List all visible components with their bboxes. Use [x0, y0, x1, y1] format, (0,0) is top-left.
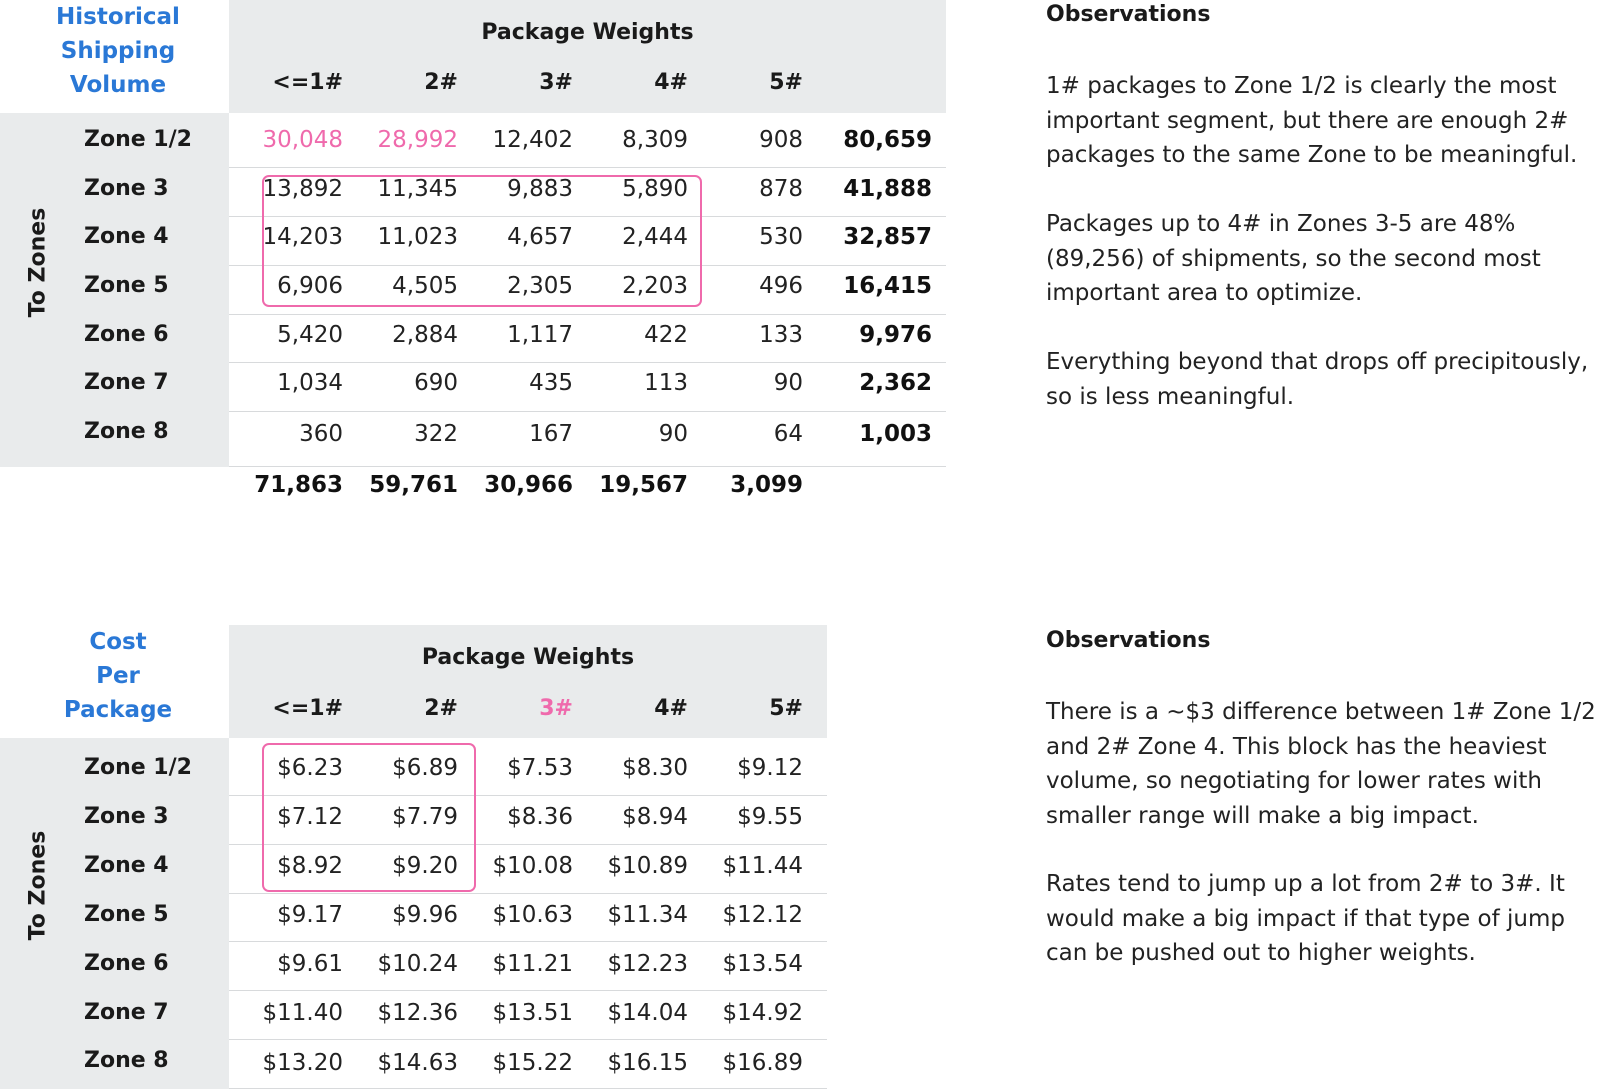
- cost-title-line-1: Cost: [89, 629, 147, 655]
- volume-cell: 113: [644, 370, 688, 396]
- volume-row-total: 80,659: [843, 127, 932, 153]
- volume-cell: 12,402: [492, 127, 573, 153]
- volume-cell: 5,420: [277, 322, 343, 348]
- volume-cell: 8,309: [622, 127, 688, 153]
- volume-cell: 360: [299, 421, 343, 447]
- volume-cell: 878: [759, 176, 803, 202]
- zone-label: Zone 5: [84, 902, 169, 927]
- volume-cell: 322: [414, 421, 458, 447]
- zone-label: Zone 7: [84, 370, 169, 395]
- cost-col-4: 4#: [654, 696, 688, 721]
- cost-cell: $11.21: [492, 951, 573, 977]
- cost-cell: $14.63: [377, 1050, 458, 1076]
- cost-cell: $16.89: [722, 1050, 803, 1076]
- volume-title-line-3: Volume: [69, 72, 167, 98]
- volume-header-band: [229, 0, 946, 113]
- cost-cell: $8.30: [622, 755, 688, 781]
- volume-col-5: 5#: [769, 70, 803, 95]
- column-total: 19,567: [599, 472, 688, 498]
- volume-cell: 90: [658, 421, 688, 447]
- cost-col-5: 5#: [769, 696, 803, 721]
- column-total: 71,863: [254, 472, 343, 498]
- row-divider: [229, 941, 827, 942]
- volume-col-1: <=1#: [272, 70, 343, 95]
- volume-col-4: 4#: [654, 70, 688, 95]
- volume-cell: 13,892: [262, 176, 343, 202]
- cost-cell: $11.34: [607, 902, 688, 928]
- observation-paragraph: Everything beyond that drops off precipitously, so is less meaningful.: [1046, 349, 1589, 410]
- zone-label: Zone 5: [84, 273, 169, 298]
- cost-cell: $7.12: [277, 804, 343, 830]
- volume-cell: 2,444: [622, 224, 688, 250]
- cost-cell: $7.53: [507, 755, 573, 781]
- volume-cell: 2,203: [622, 273, 688, 299]
- cost-cell: $6.89: [392, 755, 458, 781]
- volume-cell: 4,505: [392, 273, 458, 299]
- cost-cell: $10.89: [607, 853, 688, 879]
- volume-row-total: 41,888: [843, 176, 932, 202]
- cost-cell: $8.36: [507, 804, 573, 830]
- volume-title-line-2: Shipping: [60, 38, 176, 64]
- observations-heading: Observations: [1046, 2, 1211, 27]
- volume-cell: 14,203: [262, 224, 343, 250]
- volume-cell: 64: [773, 421, 803, 447]
- cost-cell: $14.04: [607, 1000, 688, 1026]
- volume-zones-label: To Zones: [25, 207, 51, 318]
- row-divider: [229, 314, 946, 315]
- volume-row-total: 1,003: [859, 421, 932, 447]
- row-divider: [229, 1039, 827, 1040]
- volume-cell: 28,992: [377, 127, 458, 153]
- volume-cell: 422: [644, 322, 688, 348]
- zone-label: Zone 8: [84, 419, 169, 444]
- cost-cell: $13.51: [492, 1000, 573, 1026]
- cost-cell: $9.61: [277, 951, 343, 977]
- volume-cell: 908: [759, 127, 803, 153]
- cost-cell: $10.08: [492, 853, 573, 879]
- volume-cell: 530: [759, 224, 803, 250]
- volume-cell: 2,305: [507, 273, 573, 299]
- cost-cell: $9.55: [737, 804, 803, 830]
- cost-highlight-box: [262, 743, 476, 892]
- zone-label: Zone 6: [84, 322, 169, 347]
- volume-cell: 30,048: [262, 127, 343, 153]
- zone-label: Zone 1/2: [84, 127, 192, 152]
- row-divider: [229, 167, 946, 168]
- cost-title-line-2: Per: [96, 663, 140, 689]
- zone-label: Zone 3: [84, 804, 169, 829]
- cost-cell: $10.24: [377, 951, 458, 977]
- cost-cell: $13.20: [262, 1050, 343, 1076]
- row-divider: [229, 362, 946, 363]
- observation-paragraph: Rates tend to jump up a lot from 2# to 3#. It would make a big impact if that type of jump can be pushed out to higher weights.: [1046, 871, 1565, 966]
- zone-label: Zone 3: [84, 176, 169, 201]
- cost-cell: $10.63: [492, 902, 573, 928]
- volume-col-2: 2#: [424, 70, 458, 95]
- cost-cell: $8.94: [622, 804, 688, 830]
- observation-paragraph: 1# packages to Zone 1/2 is clearly the most important segment, but there are enough 2# packages to the same Zone to be meaningful.: [1046, 73, 1578, 168]
- volume-cell: 1,117: [507, 322, 573, 348]
- column-total: 3,099: [730, 472, 803, 498]
- volume-cell: 133: [759, 322, 803, 348]
- volume-row-total: 32,857: [843, 224, 932, 250]
- cost-cell: $9.96: [392, 902, 458, 928]
- volume-col-3: 3#: [539, 70, 573, 95]
- row-divider: [229, 466, 946, 467]
- volume-cell: 690: [414, 370, 458, 396]
- cost-col-3: 3#: [539, 696, 573, 721]
- cost-cell: $9.17: [277, 902, 343, 928]
- volume-weights-header: Package Weights: [481, 20, 694, 45]
- cost-cell: $12.36: [377, 1000, 458, 1026]
- row-divider: [229, 411, 946, 412]
- cost-col-1: <=1#: [272, 696, 343, 721]
- volume-cell: 90: [773, 370, 803, 396]
- cost-cell: $9.20: [392, 853, 458, 879]
- volume-highlight-box: [262, 175, 702, 307]
- volume-cell: 2,884: [392, 322, 458, 348]
- cost-cell: $6.23: [277, 755, 343, 781]
- volume-row-total: 9,976: [859, 322, 932, 348]
- volume-cell: 1,034: [277, 370, 343, 396]
- observations-heading: Observations: [1046, 628, 1211, 653]
- zone-label: Zone 8: [84, 1048, 169, 1073]
- cost-cell: $9.12: [737, 755, 803, 781]
- cost-cell: $11.44: [722, 853, 803, 879]
- zone-label: Zone 7: [84, 1000, 169, 1025]
- row-divider: [229, 990, 827, 991]
- cost-header-band: [229, 625, 827, 738]
- cost-cell: $12.12: [722, 902, 803, 928]
- zone-label: Zone 6: [84, 951, 169, 976]
- volume-cell: 6,906: [277, 273, 343, 299]
- cost-cell: $8.92: [277, 853, 343, 879]
- volume-cell: 496: [759, 273, 803, 299]
- volume-title-line-1: Historical: [56, 4, 180, 30]
- cost-col-2: 2#: [424, 696, 458, 721]
- cost-zones-label: To Zones: [25, 830, 51, 941]
- volume-row-total: 16,415: [843, 273, 932, 299]
- volume-cell: 11,345: [377, 176, 458, 202]
- cost-cell: $13.54: [722, 951, 803, 977]
- volume-cell: 5,890: [622, 176, 688, 202]
- column-total: 59,761: [369, 472, 458, 498]
- observation-paragraph: Packages up to 4# in Zones 3-5 are 48% (89,256) of shipments, so the second most important area to optimize.: [1046, 211, 1541, 306]
- cost-cell: $11.40: [262, 1000, 343, 1026]
- cost-weights-header: Package Weights: [421, 645, 635, 670]
- volume-row-total: 2,362: [859, 370, 932, 396]
- volume-cell: 9,883: [507, 176, 573, 202]
- volume-cell: 4,657: [507, 224, 573, 250]
- volume-cell: 435: [529, 370, 573, 396]
- column-total: 30,966: [484, 472, 573, 498]
- row-divider: [229, 893, 827, 894]
- cost-cell: $12.23: [607, 951, 688, 977]
- cost-cell: $7.79: [392, 804, 458, 830]
- cost-title-line-3: Package: [63, 697, 173, 723]
- volume-cell: 167: [529, 421, 573, 447]
- zone-label: Zone 4: [84, 224, 169, 249]
- cost-cell: $14.92: [722, 1000, 803, 1026]
- cost-cell: $15.22: [492, 1050, 573, 1076]
- volume-cell: 11,023: [377, 224, 458, 250]
- cost-cell: $16.15: [607, 1050, 688, 1076]
- observation-paragraph: There is a ~$3 difference between 1# Zone 1/2 and 2# Zone 4. This block has the heaviest volume, so negotiating for lower rates with smaller range will make a big impact.: [1046, 699, 1596, 829]
- zone-label: Zone 1/2: [84, 755, 192, 780]
- zone-label: Zone 4: [84, 853, 169, 878]
